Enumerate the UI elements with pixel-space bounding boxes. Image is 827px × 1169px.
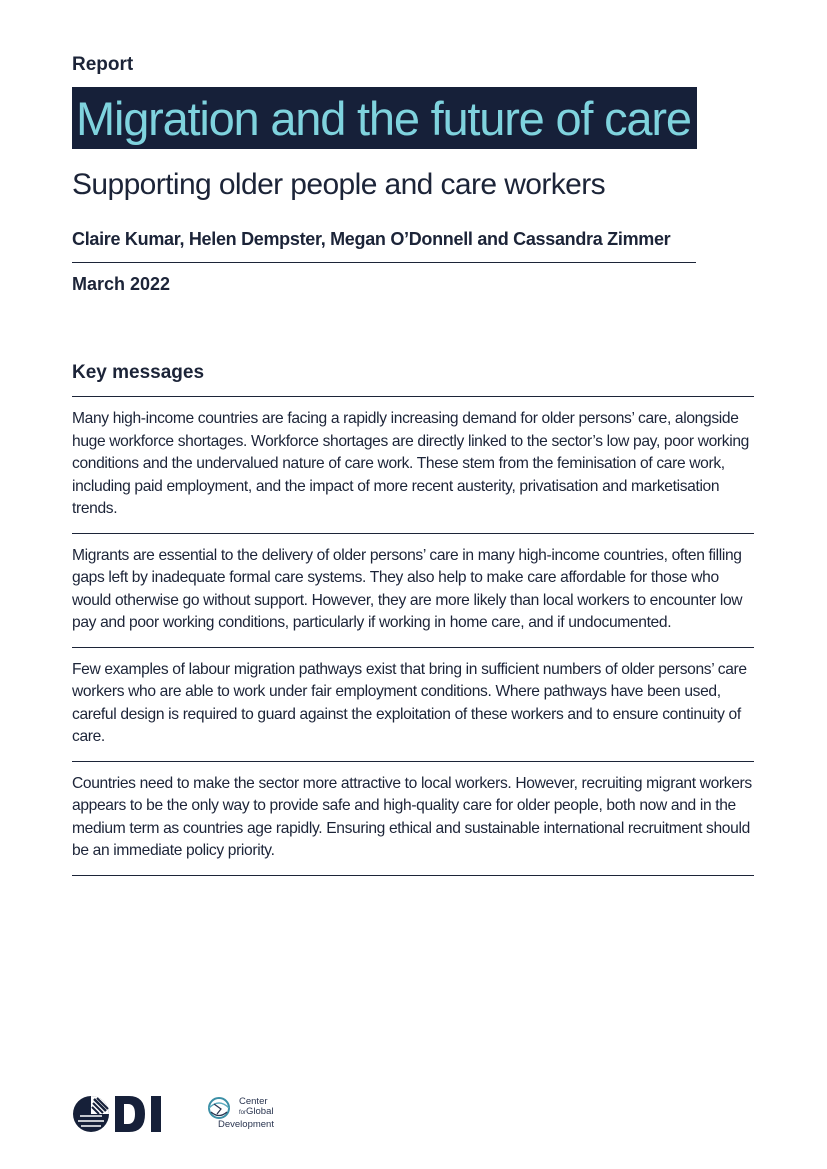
key-message: Few examples of labour migration pathways exist that bring in sufficient numbers of older persons’ care workers who are able to work under fair employment conditions. Where pathways have been used, careful design is required to guard against the exploitation of these workers and to ensure continuity of care. — [72, 647, 754, 761]
cgd-line-2-text: Global — [246, 1106, 274, 1117]
cgd-logo — [205, 1094, 295, 1134]
key-messages-list — [72, 396, 754, 876]
globe-icon — [205, 1095, 235, 1121]
report-subtitle: Supporting older people and care workers — [72, 168, 606, 201]
odi-logo — [72, 1094, 170, 1134]
key-message: Countries need to make the sector more attractive to local workers. However, recruiting migrant workers appears to be the only way to provide safe and high-quality care for older people, both now and in the medium term as countries age rapidly. Ensuring ethical and sustainable international recruitment should be an immediate policy priority. — [72, 761, 754, 876]
authors-divider — [72, 262, 696, 263]
cgd-wordmark — [239, 1097, 273, 1118]
report-title: Migration and the future of care — [76, 91, 691, 145]
key-message: Migrants are essential to the delivery of older persons’ care in many high-income countries, often filling gaps left by inadequate formal care systems. They also help to make care affordable for those who would otherwise go without support. However, they are more likely than local workers to encounter low pay and poor working conditions, particularly if working in home care, and if undocumented. — [72, 533, 754, 647]
report-label: Report — [72, 54, 134, 75]
cgd-line-3: Development — [218, 1119, 274, 1130]
key-messages-heading: Key messages — [72, 362, 205, 383]
cgd-line-2 — [239, 1107, 273, 1118]
odi-logo-mark — [72, 1094, 170, 1134]
authors: Claire Kumar, Helen Dempster, Megan O’Donnell and Cassandra Zimmer — [72, 229, 671, 249]
cgd-connector: for — [239, 1110, 247, 1116]
title-band — [72, 87, 697, 149]
key-message: Many high-income countries are facing a rapidly increasing demand for older persons’ care, alongside huge workforce shortages. Workforce shortages are directly linked to the sector’s low pay, poor working conditions and the undervalued nature of care work. These stem from the feminisation of care work, including paid employment, and the impact of more recent austerity, privatisation and marketisation trends. — [72, 396, 754, 533]
publication-date: March 2022 — [72, 274, 171, 294]
cgd-line-1: Center — [239, 1096, 268, 1107]
